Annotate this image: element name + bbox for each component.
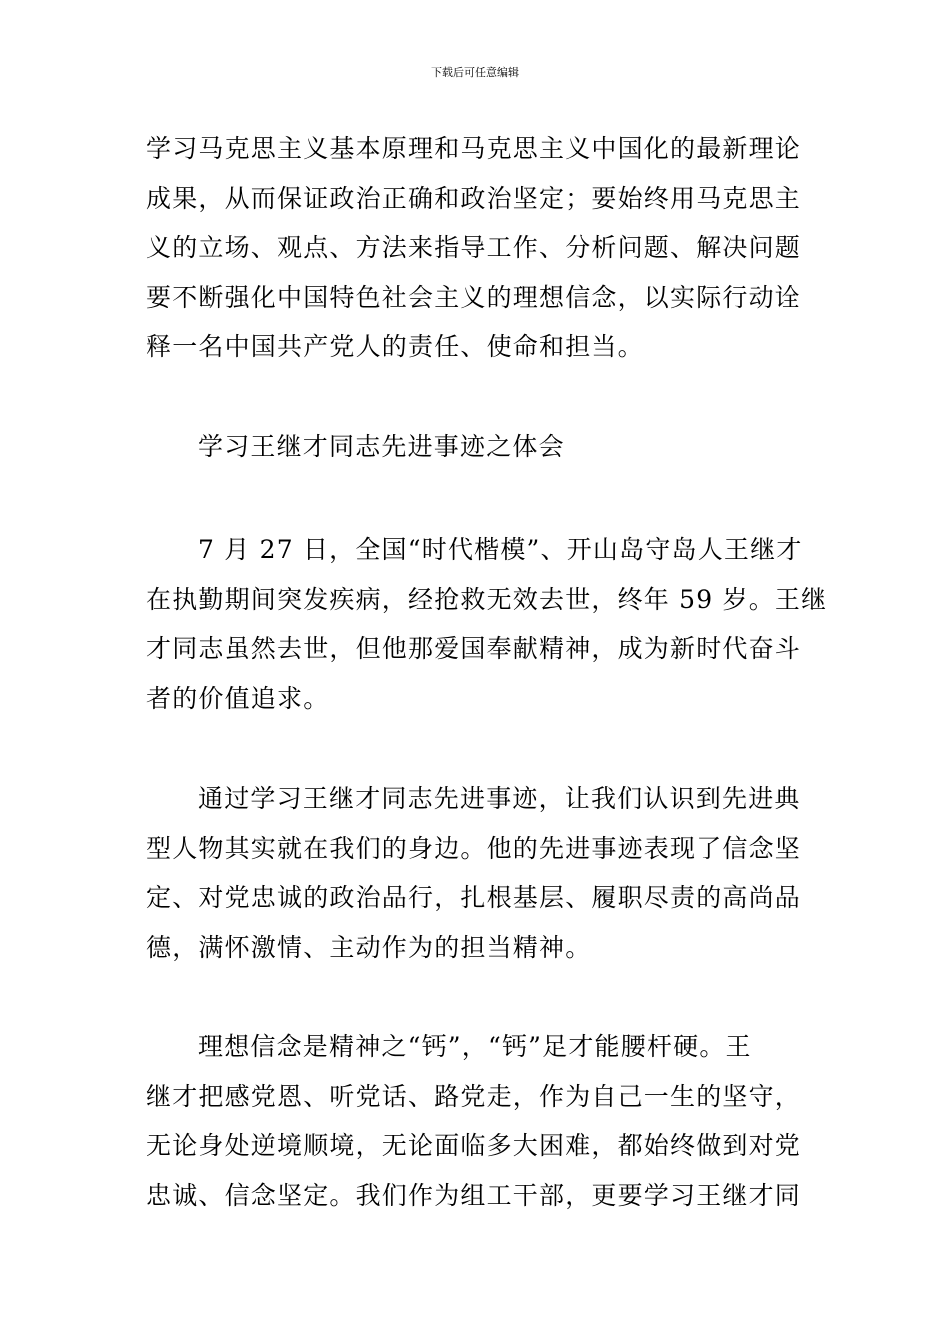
page-header: 下载后可任意编辑 [431, 66, 519, 79]
text-line: 继才把感党恩、听党话、路党走，作为自己一生的坚守， [146, 1081, 802, 1111]
text-line: 才同志虽然去世，但他那爱国奉献精神，成为新时代奋斗 [146, 634, 802, 663]
text-line: 要不断强化中国特色社会主义的理想信念，以实际行动诠 [146, 282, 802, 312]
paragraph [146, 1022, 858, 1072]
section-title-text: 学习王继才同志先进事迹之体会 [198, 432, 565, 461]
text-line: 者的价值追求。 [146, 683, 330, 713]
text-line: 成果，从而保证政治正确和政治坚定；要始终用马克思主 [146, 183, 802, 213]
section-title [146, 422, 858, 472]
text-line: 通过学习王继才同志先进事迹，让我们认识到先进典 [198, 784, 801, 813]
paragraph-continuation [146, 824, 806, 973]
paragraph-continuation [146, 575, 828, 724]
paragraph-continuation [146, 124, 806, 372]
paragraph-continuation [146, 1072, 806, 1221]
paragraph [146, 774, 858, 824]
text-line: 学习马克思主义基本原理和马克思主义中国化的最新理论 [146, 134, 802, 163]
text-line: 定、对党忠诚的政治品行，扎根基层、履职尽责的高尚品 [146, 883, 802, 912]
text-line: 型人物其实就在我们的身边。他的先进事迹表现了信念坚 [146, 833, 802, 863]
text-line: 德，满怀激情、主动作为的担当精神。 [146, 932, 592, 962]
text-line: 理想信念是精神之“钙”，“钙”足才能腰杆硬。王 [198, 1032, 752, 1061]
text-line: 忠诚、信念坚定。我们作为组工干部，更要学习王继才同 [146, 1180, 802, 1210]
text-line: 在执勤期间突发疾病，经抢救无效去世，终年 59 岁。王继 [146, 584, 828, 614]
text-line: 7 月 27 日，全国“时代楷模”、开山岛守岛人王继才 [198, 535, 803, 564]
text-line: 释一名中国共产党人的责任、使命和担当。 [146, 332, 644, 361]
paragraph [146, 525, 858, 575]
text-line: 无论身处逆境顺境，无论面临多大困难，都始终做到对党 [146, 1131, 802, 1160]
text-line: 义的立场、观点、方法来指导工作、分析问题、解决问题 [146, 233, 802, 262]
